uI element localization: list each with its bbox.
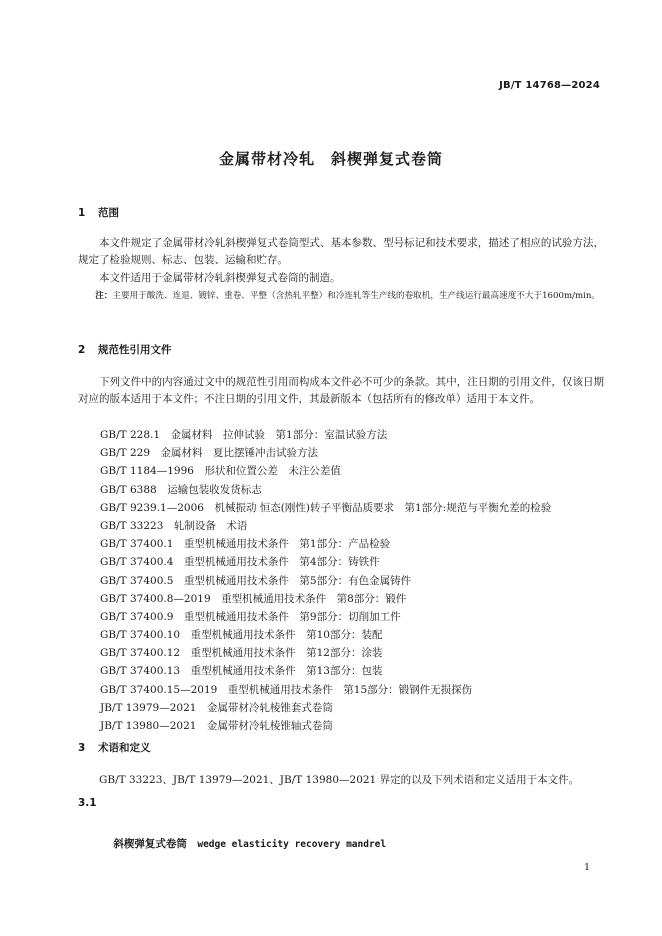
section-number: 2 [78, 344, 86, 356]
reference-list [100, 426, 551, 735]
standard-code: JB/T 14768—2024 [499, 80, 600, 91]
section-title: 规范性引用文件 [98, 344, 172, 356]
term-english: wedge elasticity recovery mandrel [197, 839, 387, 850]
section-2-heading [78, 342, 172, 357]
note-text: 主要用于酸洗、连退、镀锌、重卷、平整（含热轧平整）和冷连轧等生产线的卷取机，生产线运行最高速度不大于1600m/min。 [112, 291, 601, 301]
reference-item: GB/T 9239.1—2006 机械振动 恒态(刚性)转子平衡品质要求 第1部分:规范与平衡允差的检验 [100, 501, 552, 514]
page-number: 1 [583, 862, 590, 873]
reference-item: GB/T 37400.15—2019 重型机械通用技术条件 第15部分：锻钢件无损探伤 [100, 683, 473, 696]
section-number: 1 [78, 207, 86, 219]
reference-item: GB/T 37400.1 重型机械通用技术条件 第1部分：产品检验 [100, 538, 391, 551]
terms-intro: GB/T 33223、JB/T 13979—2021、JB/T 13980—2021 界定的以及下列术语和定义适用于本文件。 [99, 774, 580, 786]
reference-item: GB/T 37400.4 重型机械通用技术条件 第4部分：铸铁件 [100, 556, 380, 569]
reference-item: GB/T 37400.10 重型机械通用技术条件 第10部分：装配 [100, 629, 383, 642]
scope-paragraph-2: 本文件适用于金属带材冷轧斜楔弹复式卷筒的制造。 [99, 272, 341, 284]
section-title: 范围 [98, 207, 119, 219]
section-title: 术语和定义 [98, 742, 151, 754]
scope-note [78, 288, 604, 305]
reference-item: GB/T 37400.5 重型机械通用技术条件 第5部分：有色金属铸件 [100, 574, 412, 587]
scope-paragraph-1: 本文件规定了金属带材冷轧斜楔弹复式卷筒型式、基本参数、型号标记和技术要求，描述了相应的试验方法，规定了检验规则、标志、包装、运输和贮存。 [78, 237, 604, 266]
reference-item: JB/T 13979—2021 金属带材冷轧棱锥套式卷筒 [100, 701, 333, 714]
term-entry [100, 824, 386, 863]
reference-item: GB/T 1184—1996 形状和位置公差 未注公差值 [100, 465, 341, 478]
references-intro: 下列文件中的内容通过文中的规范性引用而构成本文件必不可少的条款。其中，注日期的引用文件，仅该日期对应的版本适用于本文件；不注日期的引用文件，其最新版本（包括所有的修改单）适用于本文件。 [78, 376, 604, 405]
reference-item: GB/T 6388 运输包装收发货标志 [100, 483, 262, 496]
section-3-heading [78, 740, 151, 755]
reference-item: GB/T 37400.8—2019 重型机械通用技术条件 第8部分：锻件 [100, 592, 407, 605]
reference-item: JB/T 13980—2021 金属带材冷轧棱锥轴式卷筒 [100, 720, 333, 732]
reference-item: GB/T 228.1 金属材料 拉伸试验 第1部分：室温试验方法 [100, 429, 388, 441]
document-title: 金属带材冷轧 斜楔弹复式卷筒 [218, 150, 443, 168]
reference-item: GB/T 229 金属材料 夏比摆锤冲击试验方法 [100, 447, 319, 460]
reference-item: GB/T 37400.9 重型机械通用技术条件 第9部分：切削加工件 [100, 610, 401, 623]
section-1-heading [78, 205, 119, 220]
reference-item: GB/T 37400.13 重型机械通用技术条件 第13部分：包装 [100, 665, 383, 678]
section-number: 3 [78, 742, 86, 754]
note-label: 注： [95, 291, 113, 301]
term-chinese: 斜楔弹复式卷筒 [113, 838, 187, 850]
reference-item: GB/T 33223 轧制设备 术语 [100, 519, 248, 532]
reference-item: GB/T 37400.12 重型机械通用技术条件 第12部分：涂装 [100, 647, 383, 660]
subsection-number: 3.1 [78, 797, 97, 809]
